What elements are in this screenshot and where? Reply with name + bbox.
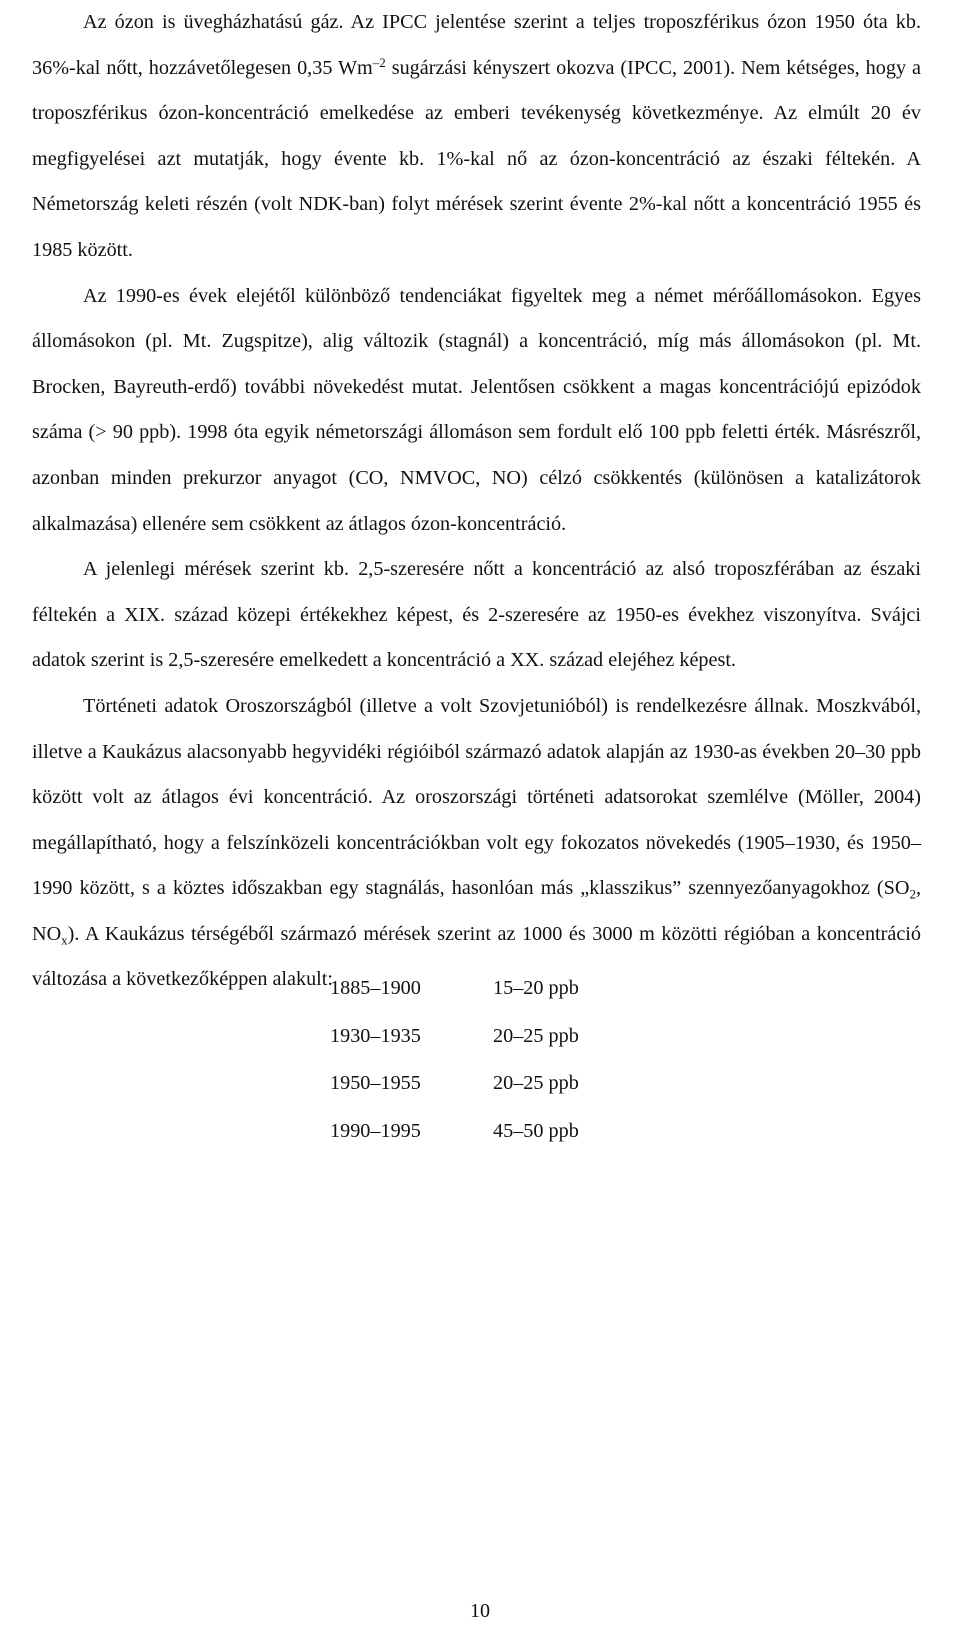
paragraph-text: sugárzási kényszert okozva (IPCC, 2001). Nem kétséges, hogy a troposzférikus ózon-koncentráció emelkedése az emberi tevékenység következménye. Az elmúlt 20 év megfigyelései azt mutatják, hogy évente kb. 1%-kal nő az ózon-koncentráció az északi féltekén. A Németország keleti részén (volt NDK-ban) folyt mérések szerint évente 2%-kal nőtt a koncentráció 1955 és 1985 között. bbox=[32, 56, 921, 261]
period-cell: 1990–1995 bbox=[330, 1119, 421, 1142]
concentration-table bbox=[330, 965, 579, 1155]
table-row bbox=[330, 1013, 579, 1061]
period-cell: 1950–1955 bbox=[330, 1072, 421, 1094]
paragraph-text: Történeti adatok Oroszországból (illetve a volt Szovjetunióból) is rendelkezésre állnak. Moszkvából, illetve a Kaukázus alacsonyabb hegyvidéki régióiból származó adatok alapján az 1930-as években 20–30 ppb között volt az átlagos évi koncentráció. Az oroszországi történeti adatsorokat szemlélve (Möller, 2004) megállapítható, hogy a felszínközeli koncentrációkban volt egy fokozatos növekedés (1905–1930, és 1950–1990 között, s a köztes időszakban egy stagnálás, hasonlóan más „klasszikus” szennyezőanyagokhoz (SO bbox=[32, 694, 921, 900]
table-row bbox=[330, 965, 579, 1013]
value-cell: 20–25 ppb bbox=[493, 1072, 579, 1094]
body-text bbox=[32, 0, 921, 1003]
paragraph-ozone-greenhouse bbox=[32, 0, 921, 274]
superscript: –2 bbox=[372, 54, 386, 70]
paragraph-german-stations: Az 1990-es évek elejétől különböző tendenciákat figyeltek meg a német mérőállomásokon. Egyes állomásokon (pl. Mt. Zugspitze), alig változik (stagnál) a koncentráció, míg más állomásokon (pl. Mt. Brocken, Bayreuth-erdő) további növekedést mutat. Jelentősen csökkent a magas koncentrációjú epizódok száma (> 90 ppb). 1998 óta egyik németországi állomáson sem fordult elő 100 ppb feletti érték. Másrészről, azonban minden prekurzor anyagot (CO, NMVOC, NO) célzó csökkentés (különösen a katalizátorok alkalmazása) ellenére sem csökkent az átlagos ózon-koncentráció. bbox=[32, 284, 921, 535]
period-cell: 1885–1900 bbox=[330, 977, 421, 999]
paragraph-current-measurements: A jelenlegi mérések szerint kb. 2,5-szeresére nőtt a koncentráció az alsó troposzférában az északi féltekén a XIX. század közepi értékekhez képest, és 2-szeresére az 1950-es évekhez viszonyítva. Svájci adatok szerint is 2,5-szeresére emelkedett a koncentráció a XX. század elejéhez képest. bbox=[32, 558, 921, 672]
paragraph-text: Az ózon is üvegházhatású gáz. Az IPCC jelentése szerint a teljes troposzférikus ózon 1950 óta kb. 36%-kal nőtt, hozzávetőlegesen 0,35 Wm bbox=[32, 11, 921, 79]
period-cell: 1930–1935 bbox=[330, 1024, 421, 1047]
paragraph-text: ). A Kaukázus térségéből származó mérések szerint az 1000 és 3000 m közötti régióban a koncentráció változása a következőképpen alakult: bbox=[32, 922, 921, 991]
paragraph-text: , NO bbox=[32, 877, 921, 945]
paragraph-russian-history bbox=[32, 684, 921, 1003]
table-row bbox=[330, 1108, 579, 1156]
value-cell: 15–20 ppb bbox=[493, 977, 579, 999]
value-cell: 45–50 ppb bbox=[493, 1119, 579, 1142]
value-cell: 20–25 ppb bbox=[493, 1024, 579, 1047]
subscript: 2 bbox=[909, 886, 916, 902]
page-number: 10 bbox=[470, 1600, 490, 1622]
subscript: x bbox=[61, 932, 68, 948]
table-row bbox=[330, 1060, 579, 1108]
